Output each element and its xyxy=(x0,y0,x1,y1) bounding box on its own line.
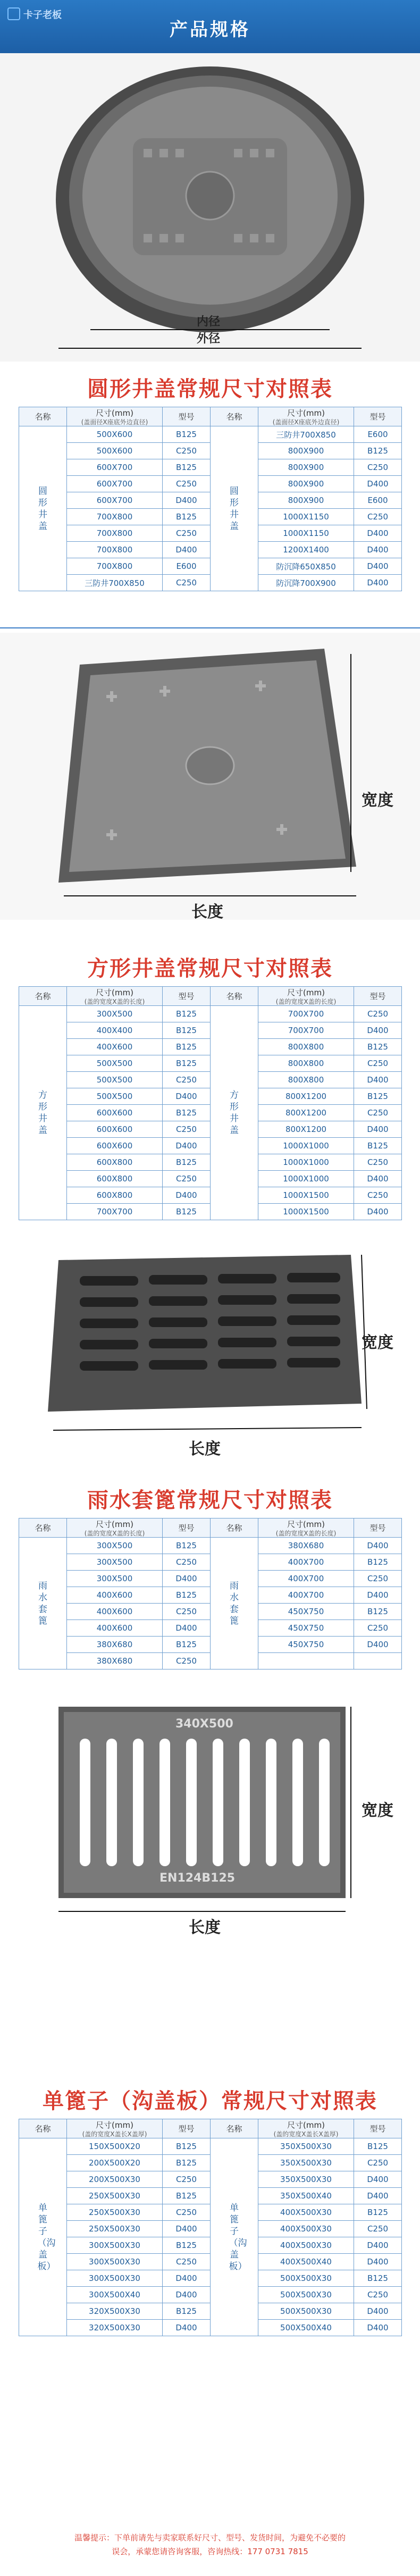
name-header: 名称 xyxy=(19,407,67,426)
size-cell: 450X750 xyxy=(258,1604,354,1620)
round-table-title: 圆形井盖常规尺寸对照表 xyxy=(87,377,333,401)
size-cell: 300X500 xyxy=(67,1571,163,1587)
rain-grate-image xyxy=(0,1228,420,1467)
model-cell: B125 xyxy=(163,509,211,525)
model-cell: C250 xyxy=(354,509,402,525)
model-cell: B125 xyxy=(163,1055,211,1072)
table-header-row xyxy=(19,407,402,426)
header-banner xyxy=(0,0,420,53)
name-header: 名称 xyxy=(211,407,258,426)
model-cell: C250 xyxy=(354,1620,402,1637)
logo-text: 卡子老板 xyxy=(23,10,62,21)
name-header: 名称 xyxy=(211,1518,258,1538)
size-cell: 350X500X40 xyxy=(258,2188,354,2204)
model-cell: E600 xyxy=(163,558,211,575)
model-cell: C250 xyxy=(163,443,211,459)
size-cell: 300X500 xyxy=(67,1554,163,1571)
model-header: 型号 xyxy=(354,2119,402,2138)
size-header: 尺寸(mm) (盖的宽度X盖的长度) xyxy=(67,987,163,1006)
model-cell: C250 xyxy=(354,1571,402,1587)
size-cell: 800X800 xyxy=(258,1039,354,1055)
model-cell: B125 xyxy=(163,2188,211,2204)
size-cell: 800X800 xyxy=(258,1072,354,1088)
length-label: 长度 xyxy=(189,1440,221,1458)
rain-grate-photo xyxy=(0,1228,420,1467)
size-cell: 400X500X40 xyxy=(258,2254,354,2270)
size-cell: 300X500X40 xyxy=(67,2287,163,2303)
size-cell: 600X700 xyxy=(67,459,163,476)
model-cell: C250 xyxy=(354,1187,402,1204)
model-cell: C250 xyxy=(163,2254,211,2270)
model-cell: C250 xyxy=(354,2287,402,2303)
size-cell: 500X500 xyxy=(67,1088,163,1105)
model-cell: D400 xyxy=(163,2270,211,2287)
size-cell: 800X900 xyxy=(258,459,354,476)
size-cell: 400X500X30 xyxy=(258,2221,354,2237)
size-cell: 300X500X30 xyxy=(67,2270,163,2287)
size-header: 尺寸(mm) (盖的宽度X盖的长度) xyxy=(67,1518,163,1538)
size-cell: 500X500X30 xyxy=(258,2303,354,2320)
model-header: 型号 xyxy=(163,1518,211,1538)
size-cell: 600X600 xyxy=(67,1121,163,1138)
size-cell: 400X500X30 xyxy=(258,2237,354,2254)
size-cell: 800X1200 xyxy=(258,1088,354,1105)
model-cell: B125 xyxy=(354,1039,402,1055)
size-header: 尺寸(mm) (盖面径X座底外边直径) xyxy=(67,407,163,426)
model-cell: D400 xyxy=(354,2303,402,2320)
model-cell: C250 xyxy=(163,525,211,542)
size-cell: 防沉降700X900 xyxy=(258,575,354,591)
table-header-row xyxy=(19,987,402,1006)
model-cell: D400 xyxy=(354,2171,402,2188)
model-cell: B125 xyxy=(163,1154,211,1171)
size-cell: 1000X1500 xyxy=(258,1187,354,1204)
size-header: 尺寸(mm) (盖的宽度X盖的长度) xyxy=(258,1518,354,1538)
model-cell: E600 xyxy=(354,492,402,509)
model-cell: D400 xyxy=(163,1571,211,1587)
model-cell: B125 xyxy=(163,1587,211,1604)
model-cell: C250 xyxy=(163,1554,211,1571)
size-cell: 400X400 xyxy=(67,1022,163,1039)
model-cell: C250 xyxy=(163,2204,211,2221)
round-spec-table xyxy=(19,407,402,591)
model-cell: B125 xyxy=(163,1006,211,1022)
single-grate-image xyxy=(0,1701,420,1930)
name-header: 名称 xyxy=(211,987,258,1006)
model-cell: D400 xyxy=(354,575,402,591)
table-header-row xyxy=(19,1518,402,1538)
model-cell: D400 xyxy=(354,1171,402,1187)
size-cell: 400X600 xyxy=(67,1587,163,1604)
size-cell: 700X700 xyxy=(258,1022,354,1039)
size-cell: 500X500 xyxy=(67,1072,163,1088)
model-cell: B125 xyxy=(163,2138,211,2155)
model-cell: B125 xyxy=(354,2270,402,2287)
size-cell: 500X600 xyxy=(67,426,163,443)
square-cover-photo xyxy=(0,633,420,920)
size-cell: 800X900 xyxy=(258,492,354,509)
model-cell: D400 xyxy=(354,525,402,542)
size-cell: 380X680 xyxy=(67,1637,163,1653)
name-header: 名称 xyxy=(19,987,67,1006)
single-table-title: 单篦子（沟盖板）常规尺寸对照表 xyxy=(43,2089,377,2113)
model-cell: C250 xyxy=(163,476,211,492)
size-cell: 450X750 xyxy=(258,1620,354,1637)
model-cell: C250 xyxy=(163,2171,211,2188)
model-cell: C250 xyxy=(163,1653,211,1669)
model-cell: D400 xyxy=(163,1187,211,1204)
size-cell: 450X750 xyxy=(258,1637,354,1653)
size-cell: 600X600 xyxy=(67,1138,163,1154)
size-cell: 700X800 xyxy=(67,558,163,575)
size-cell: 400X600 xyxy=(67,1604,163,1620)
size-cell: 700X700 xyxy=(67,1204,163,1220)
group-name-cell: 方形井盖 xyxy=(19,1006,67,1220)
model-cell xyxy=(354,1653,402,1669)
size-cell: 1000X1000 xyxy=(258,1138,354,1154)
size-cell: 250X500X30 xyxy=(67,2221,163,2237)
model-cell: C250 xyxy=(354,1055,402,1072)
size-cell: 150X500X20 xyxy=(67,2138,163,2155)
model-cell: E600 xyxy=(354,426,402,443)
width-label: 宽度 xyxy=(362,791,393,810)
size-cell: 700X800 xyxy=(67,509,163,525)
model-cell: D400 xyxy=(354,476,402,492)
footer-notice xyxy=(0,2531,420,2576)
model-cell: D400 xyxy=(354,2188,402,2204)
size-cell: 400X500X30 xyxy=(258,2204,354,2221)
size-cell: 800X900 xyxy=(258,443,354,459)
model-cell: B125 xyxy=(163,426,211,443)
size-cell: 500X500X30 xyxy=(258,2287,354,2303)
model-cell: C250 xyxy=(354,1154,402,1171)
model-cell: C250 xyxy=(163,1121,211,1138)
size-cell: 300X500X30 xyxy=(67,2237,163,2254)
size-cell: 500X500X30 xyxy=(258,2270,354,2287)
size-cell: 1000X1500 xyxy=(258,1204,354,1220)
model-cell: C250 xyxy=(163,1171,211,1187)
model-cell: D400 xyxy=(354,558,402,575)
model-cell: C250 xyxy=(163,1604,211,1620)
model-cell: D400 xyxy=(354,1587,402,1604)
name-header: 名称 xyxy=(19,2119,67,2138)
name-header: 名称 xyxy=(19,1518,67,1538)
size-cell: 380X680 xyxy=(258,1538,354,1554)
model-cell: C250 xyxy=(163,1072,211,1088)
model-cell: C250 xyxy=(163,575,211,591)
model-cell: D400 xyxy=(354,1538,402,1554)
size-cell: 350X500X30 xyxy=(258,2138,354,2155)
model-cell: B125 xyxy=(163,2237,211,2254)
model-cell: C250 xyxy=(354,459,402,476)
model-cell: B125 xyxy=(354,2204,402,2221)
model-cell: D400 xyxy=(354,2237,402,2254)
model-cell: D400 xyxy=(354,542,402,558)
size-cell: 600X600 xyxy=(67,1105,163,1121)
model-cell: D400 xyxy=(354,1072,402,1088)
model-cell: D400 xyxy=(354,1022,402,1039)
square-cover-image xyxy=(0,633,420,920)
model-cell: C250 xyxy=(354,2155,402,2171)
model-cell: B125 xyxy=(354,1554,402,1571)
size-cell: 600X800 xyxy=(67,1187,163,1204)
length-label: 长度 xyxy=(189,1918,221,1937)
model-cell: B125 xyxy=(163,2155,211,2171)
size-header: 尺寸(mm) (盖的宽度X盖的长度) xyxy=(258,987,354,1006)
notice-line-1: 温馨提示：下单前请先与卖家联系好尺寸、型号、发货时间，为避免不必要的 xyxy=(74,2533,346,2543)
table-row xyxy=(19,1538,402,1554)
group-name-cell: 单篦子（沟盖板） xyxy=(19,2138,67,2336)
size-cell: 800X1200 xyxy=(258,1121,354,1138)
size-cell: 400X700 xyxy=(258,1554,354,1571)
model-cell: D400 xyxy=(354,2254,402,2270)
model-cell: D400 xyxy=(163,1138,211,1154)
size-cell: 350X500X30 xyxy=(258,2171,354,2188)
model-cell: B125 xyxy=(163,1637,211,1653)
group-name-cell: 方形井盖 xyxy=(211,1006,258,1220)
section-divider xyxy=(0,627,420,628)
grate-stamp-bottom: EN124B125 xyxy=(159,1872,236,1885)
model-header: 型号 xyxy=(354,1518,402,1538)
size-cell: 600X800 xyxy=(67,1171,163,1187)
size-cell: 400X600 xyxy=(67,1039,163,1055)
model-cell: D400 xyxy=(163,492,211,509)
model-cell: B125 xyxy=(354,1604,402,1620)
size-cell: 400X600 xyxy=(67,1620,163,1637)
page-title: 产品规格 xyxy=(170,19,250,40)
size-cell: 200X500X20 xyxy=(67,2155,163,2171)
square-table-title: 方形井盖常规尺寸对照表 xyxy=(87,956,333,981)
model-cell: B125 xyxy=(354,1138,402,1154)
size-cell: 600X800 xyxy=(67,1154,163,1171)
size-header: 尺寸(mm) (盖的宽度X盖长X盖厚) xyxy=(258,2119,354,2138)
grate-table-title: 雨水套篦常规尺寸对照表 xyxy=(87,1488,333,1513)
size-header: 尺寸(mm) (盖面径X座底外边直径) xyxy=(258,407,354,426)
model-cell: B125 xyxy=(354,2138,402,2155)
model-cell: B125 xyxy=(163,1538,211,1554)
size-cell: 1000X1150 xyxy=(258,525,354,542)
outer-diameter-label: 外径 xyxy=(197,332,221,346)
size-cell: 防沉降650X850 xyxy=(258,558,354,575)
model-header: 型号 xyxy=(163,407,211,426)
model-cell: B125 xyxy=(163,1105,211,1121)
single-spec-table xyxy=(19,2119,402,2336)
group-name-cell: 雨水套篦 xyxy=(211,1538,258,1669)
model-cell: D400 xyxy=(163,2221,211,2237)
model-cell: D400 xyxy=(354,2320,402,2336)
size-cell: 250X500X30 xyxy=(67,2188,163,2204)
model-header: 型号 xyxy=(163,987,211,1006)
size-cell: 700X700 xyxy=(258,1006,354,1022)
inner-diameter-label: 内径 xyxy=(197,315,221,329)
model-cell: D400 xyxy=(354,1204,402,1220)
model-cell: B125 xyxy=(163,1022,211,1039)
size-cell: 三防井700X850 xyxy=(67,575,163,591)
model-cell: B125 xyxy=(354,443,402,459)
model-cell: D400 xyxy=(354,1637,402,1653)
width-label: 宽度 xyxy=(362,1801,393,1820)
size-cell: 300X500X30 xyxy=(67,2254,163,2270)
table-row xyxy=(19,426,402,443)
size-cell: 600X700 xyxy=(67,492,163,509)
size-cell: 250X500X30 xyxy=(67,2204,163,2221)
group-name-cell: 圆形井盖 xyxy=(211,426,258,591)
size-cell: 500X600 xyxy=(67,443,163,459)
group-name-cell: 圆形井盖 xyxy=(19,426,67,591)
model-cell: B125 xyxy=(163,1039,211,1055)
model-header: 型号 xyxy=(354,407,402,426)
name-header: 名称 xyxy=(211,2119,258,2138)
single-grate-photo xyxy=(0,1701,420,1930)
size-cell: 200X500X30 xyxy=(67,2171,163,2188)
model-header: 型号 xyxy=(163,2119,211,2138)
length-label: 长度 xyxy=(191,903,223,921)
model-cell: D400 xyxy=(163,1620,211,1637)
size-cell: 400X700 xyxy=(258,1571,354,1587)
size-cell: 800X800 xyxy=(258,1055,354,1072)
model-cell: B125 xyxy=(354,1088,402,1105)
model-cell: D400 xyxy=(163,1088,211,1105)
size-cell: 1000X1150 xyxy=(258,509,354,525)
size-cell: 800X1200 xyxy=(258,1105,354,1121)
size-cell: 300X500 xyxy=(67,1538,163,1554)
size-cell: 1200X1400 xyxy=(258,542,354,558)
size-cell: 700X800 xyxy=(67,525,163,542)
size-cell: 350X500X30 xyxy=(258,2155,354,2171)
size-cell: 三防井700X850 xyxy=(258,426,354,443)
size-cell: 800X900 xyxy=(258,476,354,492)
model-cell: D400 xyxy=(163,542,211,558)
size-header: 尺寸(mm) (盖的宽度X盖长X盖厚) xyxy=(67,2119,163,2138)
size-cell: 700X800 xyxy=(67,542,163,558)
size-cell: 500X500X40 xyxy=(258,2320,354,2336)
size-cell xyxy=(258,1653,354,1669)
size-cell: 320X500X30 xyxy=(67,2303,163,2320)
model-cell: B125 xyxy=(163,2303,211,2320)
notice-line-2: 误会，承蒙您请咨询客服，咨询热线：177 0731 7815 xyxy=(112,2547,308,2556)
size-cell: 400X700 xyxy=(258,1587,354,1604)
model-cell: C250 xyxy=(354,1105,402,1121)
size-cell: 1000X1000 xyxy=(258,1171,354,1187)
size-cell: 320X500X30 xyxy=(67,2320,163,2336)
group-name-cell: 雨水套篦 xyxy=(19,1538,67,1669)
model-cell: C250 xyxy=(354,2221,402,2237)
size-cell: 500X500 xyxy=(67,1055,163,1072)
model-cell: D400 xyxy=(163,2320,211,2336)
model-cell: C250 xyxy=(354,1006,402,1022)
size-cell: 380X680 xyxy=(67,1653,163,1669)
model-cell: B125 xyxy=(163,1204,211,1220)
grate-stamp-top: 340X500 xyxy=(175,1717,233,1731)
table-header-row xyxy=(19,2119,402,2138)
size-cell: 1000X1000 xyxy=(258,1154,354,1171)
model-cell: B125 xyxy=(163,459,211,476)
group-name-cell: 单篦子（沟盖板） xyxy=(211,2138,258,2336)
model-cell: D400 xyxy=(163,2287,211,2303)
model-cell: D400 xyxy=(354,1121,402,1138)
table-row xyxy=(19,2138,402,2155)
width-label: 宽度 xyxy=(362,1333,393,1352)
grate-spec-table xyxy=(19,1518,402,1669)
model-header: 型号 xyxy=(354,987,402,1006)
table-row xyxy=(19,1006,402,1022)
size-cell: 600X700 xyxy=(67,476,163,492)
square-spec-table xyxy=(19,986,402,1220)
size-cell: 300X500 xyxy=(67,1006,163,1022)
